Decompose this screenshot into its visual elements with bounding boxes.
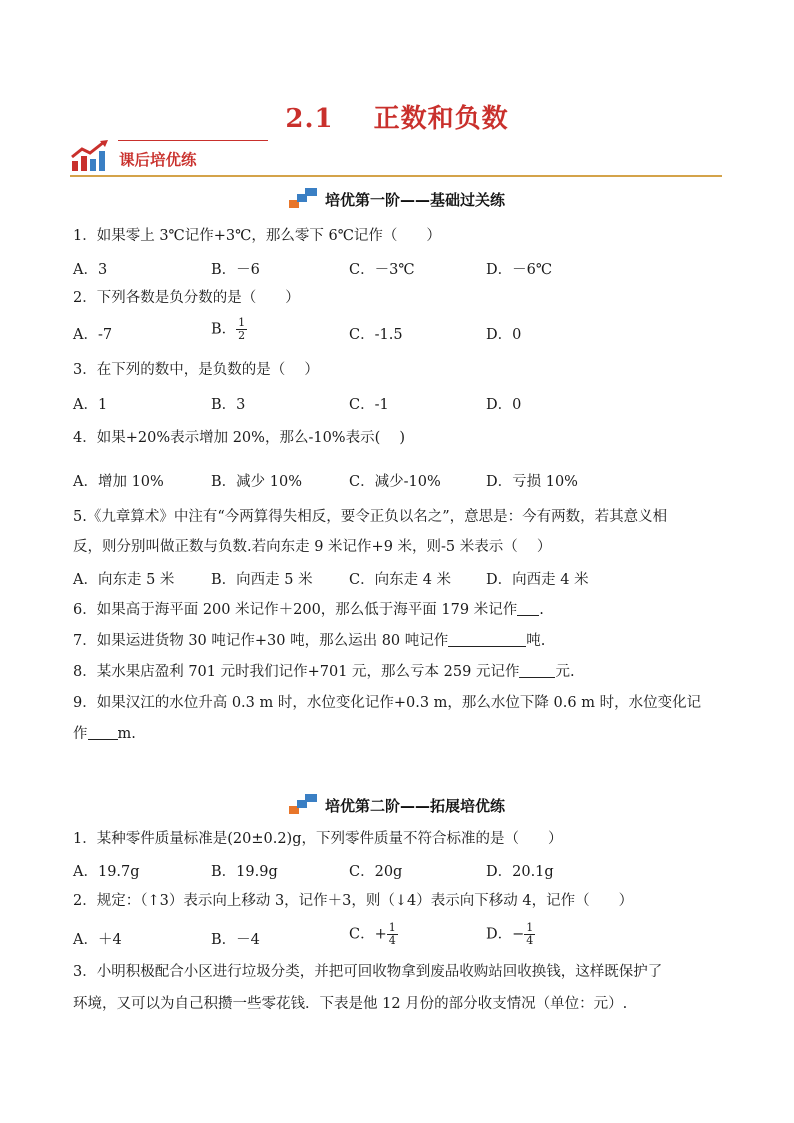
s1-q5-line2: 反，则分别叫做正数与负数.若向东走 9 米记作+9 米，则-5 米表示（ ） — [73, 539, 552, 555]
s1-q5-option-c: C．向东走 4 米 — [349, 572, 452, 588]
answer-blank — [88, 725, 118, 740]
page-title — [0, 98, 794, 135]
s2-q2-option-c — [349, 922, 398, 947]
section1-heading-text: 培优第一阶——基础过关练 — [324, 191, 505, 209]
s1-q1-option-a: A．3 — [73, 262, 108, 278]
s1-q2: 2．下列各数是负分数的是（ ） — [73, 290, 300, 306]
s1-q4-options — [73, 470, 713, 492]
s2-q1: 1．某种零件质量标准是(20±0.2)g，下列零件质量不符合标准的是（ ） — [73, 831, 563, 847]
s1-q2-option-c: C．-1.5 — [349, 327, 403, 343]
badge-divider — [70, 175, 722, 177]
s2-q2-option-c-prefix: C．+ — [349, 926, 387, 943]
s2-q2-options — [73, 921, 713, 950]
s1-q5-option-a: A．向东走 5 米 — [73, 572, 175, 588]
section2-heading-text: 培优第二阶——拓展培优练 — [324, 797, 505, 815]
s1-q9-line1: 9．如果汉江的水位升高 0.3 m 时，水位变化记作+0.3 m，那么水位下降 0.6 m 时，水位变化记 — [73, 695, 702, 711]
s2-q1-option-b: B．19.9g — [211, 864, 278, 880]
s1-q9-line2 — [73, 724, 136, 744]
s1-q5-option-b: B．向西走 5 米 — [211, 572, 313, 588]
s1-q8 — [73, 662, 575, 682]
s2-q2-option-a: A．＋4 — [73, 932, 122, 948]
title-number: 2.1 — [285, 104, 334, 134]
section1-heading — [0, 186, 794, 210]
s2-q2-option-b: B．－4 — [211, 932, 260, 948]
s1-q5-options — [73, 568, 713, 590]
s1-q4-option-c: C．减少-10% — [349, 474, 441, 490]
fraction-numerator: 1 — [526, 921, 534, 934]
s1-q7 — [73, 631, 545, 651]
s1-q3-option-d: D．0 — [486, 397, 522, 413]
s1-q1-option-c: C．－3℃ — [349, 262, 415, 278]
fraction-one-quarter — [524, 922, 535, 947]
s1-q4-option-a: A．增加 10% — [73, 474, 164, 490]
s2-q1-option-a: A．19.7g — [73, 864, 140, 880]
s1-q4-option-d: D．亏损 10% — [486, 474, 578, 490]
s1-q6 — [73, 600, 544, 620]
s1-q5-line1: 5.《九章算术》中注有“今两算得失相反，要令正负以名之”，意思是：今有两数，若其意义相 — [73, 509, 668, 525]
s1-q8-text: 8．某水果店盈利 701 元时我们记作+701 元，那么亏本 259 元记作 — [73, 664, 520, 680]
fraction-numerator: 1 — [238, 316, 246, 329]
s1-q3-options — [73, 393, 713, 415]
s2-q1-options — [73, 860, 713, 882]
s1-q6-tail: . — [539, 602, 544, 618]
fraction-one-quarter — [387, 922, 398, 947]
answer-blank — [448, 632, 526, 647]
s2-q2-option-d-prefix: D．− — [486, 926, 525, 943]
s1-q5-option-d: D．向西走 4 米 — [486, 572, 589, 588]
s1-q1: 1．如果零上 3℃记作+3℃，那么零下 6℃记作（ ） — [73, 228, 441, 244]
badge-top-rule — [118, 140, 268, 141]
s1-q3-option-a: A．1 — [73, 397, 108, 413]
s2-q2-option-d — [486, 922, 535, 947]
section2-heading — [0, 792, 794, 816]
stairs-icon — [289, 792, 319, 814]
s1-q2-option-d: D．0 — [486, 327, 522, 343]
stairs-icon — [289, 186, 319, 208]
s1-q7-text: 7．如果运进货物 30 吨记作+30 吨，那么运出 80 吨记作 — [73, 633, 449, 649]
lesson-badge — [70, 136, 730, 178]
s1-q2-options — [73, 316, 713, 345]
s1-q6-text: 6．如果高于海平面 200 米记作＋200，那么低于海平面 179 米记作 — [73, 602, 518, 618]
title-text: 正数和负数 — [373, 104, 509, 134]
s2-q1-option-d: D．20.1g — [486, 864, 554, 880]
s1-q1-option-d: D．－6℃ — [486, 262, 553, 278]
answer-blank — [519, 663, 555, 678]
s2-q2: 2．规定：（↑3）表示向上移动 3，记作＋3，则（↓4）表示向下移动 4，记作（ ） — [73, 893, 634, 909]
s1-q1-option-b: B．－6 — [211, 262, 260, 278]
s1-q3: 3．在下列的数中，是负数的是（ ） — [73, 362, 319, 378]
s1-q8-tail: 元. — [555, 664, 575, 680]
fraction-one-half — [236, 317, 247, 342]
s2-q3-line1: 3．小明积极配合小区进行垃圾分类，并把可回收物拿到废品收购站回收换钱，这样既保护了 — [73, 964, 663, 980]
answer-blank — [517, 601, 539, 616]
badge-label: 课后培优练 — [119, 151, 197, 169]
fraction-denominator: 4 — [526, 934, 534, 947]
s1-q4: 4．如果+20%表示增加 20%，那么-10%表示( ) — [73, 430, 405, 446]
s1-q4-option-b: B．减少 10% — [211, 474, 302, 490]
fraction-denominator: 2 — [238, 329, 246, 342]
s1-q2-option-b-prefix: B． — [211, 321, 237, 338]
s1-q9-tail: m. — [117, 726, 136, 742]
s1-q2-option-b — [211, 317, 247, 342]
s1-q9-prefix: 作 — [73, 726, 88, 742]
s1-q3-option-c: C．-1 — [349, 397, 389, 413]
fraction-denominator: 4 — [388, 934, 396, 947]
s1-q2-option-a: A．-7 — [73, 327, 113, 343]
growth-chart-icon — [70, 139, 110, 173]
s1-q3-option-b: B．3 — [211, 397, 246, 413]
fraction-numerator: 1 — [388, 921, 396, 934]
s2-q1-option-c: C．20g — [349, 864, 403, 880]
s1-q1-options — [73, 258, 713, 280]
s2-q3-line2: 环境，又可以为自己积攒一些零花钱．下表是他 12 月份的部分收支情况（单位：元）. — [73, 996, 628, 1012]
s1-q7-tail: 吨. — [526, 633, 546, 649]
